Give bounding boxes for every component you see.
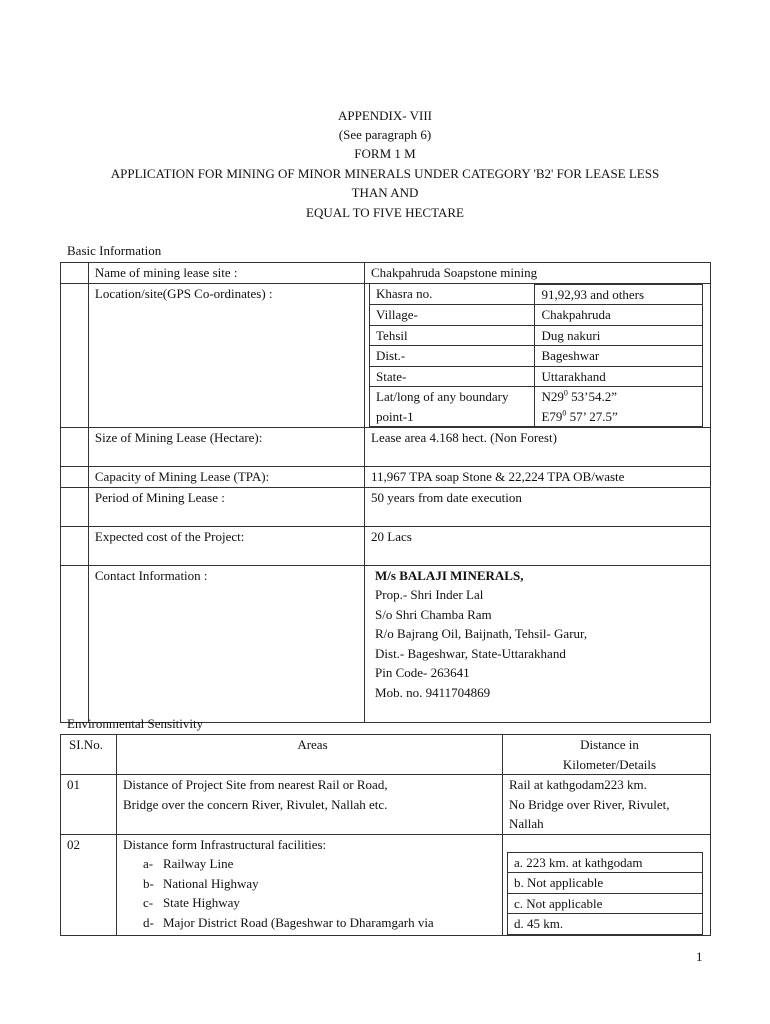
period-label: Period of Mining Lease : [88, 487, 364, 526]
contact-details: M/s BALAJI MINERALS, Prop.- Shri Inder Lal S/o Shri Chamba Ram R/o Bajrang Oil, Baijnath, Tehsil- Garur, Dist.- Bageshwar, State-Uttarakhand Pin Code- 263641 Mob. no. 9411704869 [365, 565, 711, 722]
list-item: c. Not applicable [508, 893, 703, 914]
row-area: Distance of Project Site from nearest Rail or Road, Bridge over the concern River, Rivulet, Nallah etc. [116, 775, 502, 835]
table-row [61, 526, 711, 565]
contact-label: Contact Information : [88, 565, 364, 722]
form-number: FORM 1 M [354, 146, 416, 161]
page-number: 1 [696, 949, 703, 964]
col-header-areas: Areas [116, 735, 502, 775]
list-item: Dist.- Bageshwar [370, 346, 703, 367]
application-title-line2: THAN AND [351, 185, 419, 200]
capacity-value: 11,967 TPA soap Stone & 22,224 TPA OB/waste [365, 467, 711, 488]
location-label: Location/site(GPS Co-ordinates) : [88, 283, 364, 428]
list-item: Lat/long of any boundary point-1 $N29^0$ 53’54.2” $E79^0$ 57’ 27.5” [370, 387, 703, 427]
application-title-line3: EQUAL TO FIVE HECTARE [306, 205, 464, 220]
col-header-distance: Distance in Kilometer/Details [503, 735, 711, 775]
basic-info-heading: Basic Information [67, 243, 162, 258]
list-item: a. 223 km. at kathgodam [508, 852, 703, 873]
col-header-sl: SI.No. [61, 735, 117, 775]
table-row [61, 834, 711, 935]
row-sl: 01 [61, 775, 117, 835]
list-item: d. 45 km. [508, 914, 703, 935]
list-item: Village- Chakpahruda [370, 305, 703, 326]
list-item: Tehsil Dug nakuri [370, 325, 703, 346]
table-row [61, 487, 711, 526]
list-item: Khasra no. 91,92,93 and others [370, 284, 703, 305]
table-row [61, 565, 711, 722]
contact-company: M/s BALAJI MINERALS, [375, 567, 524, 583]
table-row [61, 467, 711, 488]
list-item: b. Not applicable [508, 873, 703, 894]
application-title-line1: APPLICATION FOR MINING OF MINOR MINERALS UNDER CATEGORY 'B2' FOR LEASE LESS [110, 166, 660, 181]
table-row [61, 263, 711, 284]
site-name-label: Name of mining lease site : [88, 263, 364, 284]
row-sl: 02 [61, 834, 117, 935]
appendix-title: APPENDIX- VIII [337, 108, 432, 123]
basic-info-table [60, 262, 711, 723]
table-row [61, 735, 711, 775]
capacity-label: Capacity of Mining Lease (TPA): [88, 467, 364, 488]
table-row [61, 283, 711, 428]
size-label: Size of Mining Lease (Hectare): [88, 428, 364, 467]
infrastructure-distance-subtable [507, 852, 703, 935]
list-item: State- Uttarakhand [370, 366, 703, 387]
site-name-value: Chakpahruda Soapstone mining [365, 263, 711, 284]
table-row [61, 775, 711, 835]
size-value: Lease area 4.168 hect. (Non Forest) [365, 428, 711, 467]
cost-value: 20 Lacs [365, 526, 711, 565]
env-sensitivity-heading: Environmental Sensitivity [67, 716, 204, 731]
row-area: Distance form Infrastructural facilities: a- Railway Line b- National Highway c- State Highway d- Major District Road (Bageshwar to Dharamgarh via [116, 834, 502, 935]
row-distance: Rail at kathgodam223 km. No Bridge over River, Rivulet, Nallah [503, 775, 711, 835]
cost-label: Expected cost of the Project: [88, 526, 364, 565]
paragraph-reference: (See paragraph 6) [338, 127, 432, 142]
table-row [61, 428, 711, 467]
env-sensitivity-table [60, 734, 711, 936]
period-value: 50 years from date execution [365, 487, 711, 526]
location-subtable [369, 284, 703, 428]
